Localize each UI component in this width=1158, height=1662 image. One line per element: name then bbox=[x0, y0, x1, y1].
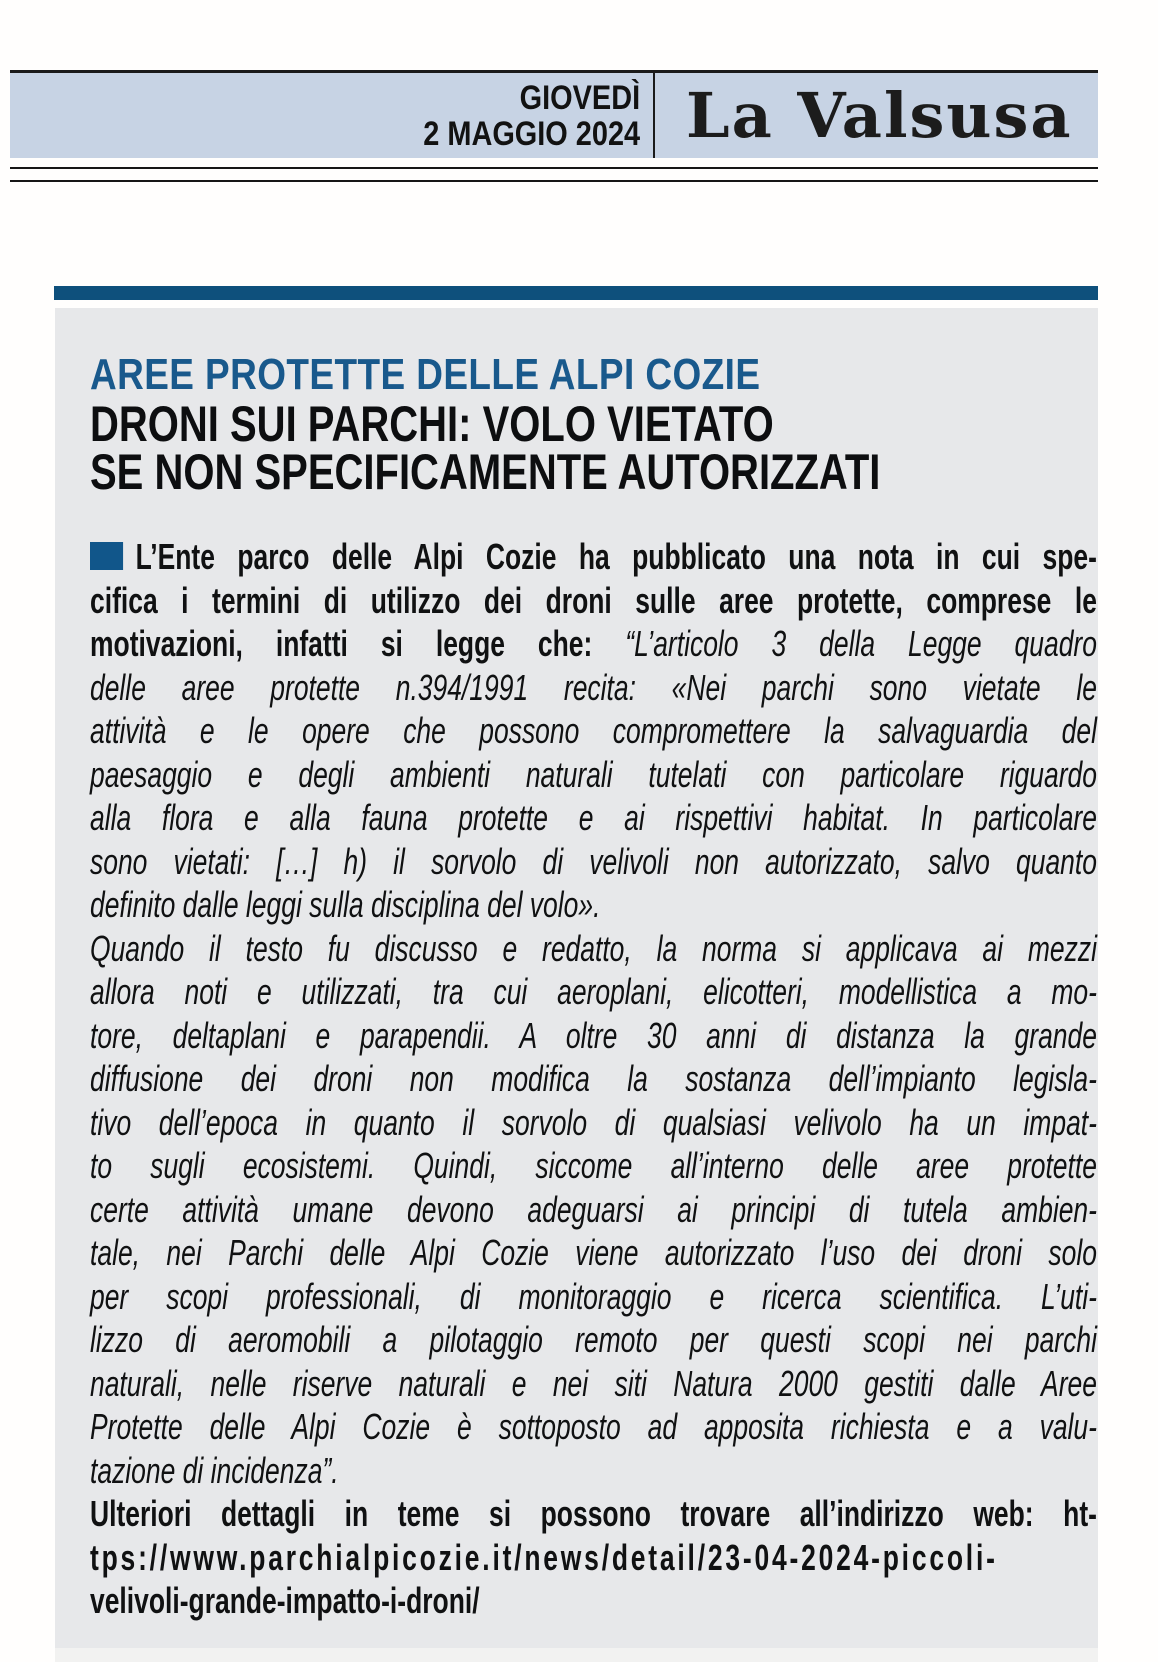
article-kicker: AREE PROTETTE DELLE ALPI COZIE bbox=[90, 350, 761, 399]
article-body bbox=[90, 535, 1097, 1623]
body-text-run: certe attività umane devono adeguarsi ai principi di tutela ambien- bbox=[90, 1188, 1097, 1230]
horizontal-rule-top bbox=[10, 167, 1098, 169]
body-line bbox=[90, 1057, 1097, 1101]
body-line bbox=[90, 1579, 1097, 1623]
body-line bbox=[90, 927, 1097, 971]
newspaper-header bbox=[10, 70, 1098, 158]
article-accent-bar bbox=[54, 286, 1098, 300]
body-line bbox=[90, 622, 1097, 666]
body-text-run: tivo dell’epoca in quanto il sorvolo di qualsiasi velivolo ha un impat- bbox=[90, 1101, 1097, 1143]
body-line bbox=[90, 1492, 1097, 1536]
body-text-run: tps://www.parchialpicozie.it/news/detail/23-04-2024-piccoli- bbox=[90, 1536, 998, 1578]
article-bottom-fade bbox=[55, 1648, 1098, 1662]
body-line bbox=[90, 666, 1097, 710]
body-line bbox=[90, 753, 1097, 797]
body-text-run: lizzo di aeromobili a pilotaggio remoto per questi scopi nei parchi bbox=[90, 1319, 1097, 1360]
body-text-run: tazione di incidenza”. bbox=[90, 1449, 339, 1491]
body-line bbox=[90, 1536, 1097, 1580]
body-text-run: velivoli-grande-impatto-i-droni/ bbox=[90, 1580, 480, 1621]
body-line bbox=[90, 709, 1097, 753]
horizontal-rule-bottom bbox=[10, 180, 1098, 182]
body-text-run: tale, nei Parchi delle Alpi Cozie viene autorizzato l’uso dei droni solo bbox=[90, 1232, 1097, 1273]
body-text-run: Ulteriori dettagli in teme si possono trovare all’indirizzo web: ht- bbox=[90, 1493, 1097, 1534]
headline-line-2: SE NON SPECIFICAMENTE AUTORIZZATI bbox=[90, 444, 881, 500]
newspaper-logo: La Valsusa bbox=[686, 79, 1073, 152]
body-line bbox=[90, 1318, 1097, 1362]
body-text-run: per scopi professionali, di monitoraggio e ricerca scientifica. L’uti- bbox=[90, 1275, 1097, 1317]
body-line bbox=[90, 1405, 1097, 1449]
body-text-run: tore, deltaplani e parapendii. A oltre 30 anni di distanza la grande bbox=[90, 1014, 1097, 1056]
body-line bbox=[90, 970, 1097, 1014]
body-text-run: naturali, nelle riserve naturali e nei siti Natura 2000 gestiti dalle Aree bbox=[90, 1362, 1097, 1404]
body-text-run: delle aree protette n.394/1991 recita: «Nei parchi sono vietate le bbox=[90, 666, 1097, 708]
body-line bbox=[90, 579, 1097, 623]
body-line bbox=[90, 1188, 1097, 1232]
header-divider bbox=[653, 73, 655, 158]
body-text-run: motivazioni, infatti si legge che: bbox=[90, 623, 626, 664]
issue-weekday: GIOVEDÌ bbox=[519, 79, 640, 117]
body-line bbox=[90, 1014, 1097, 1058]
headline-line-1: DRONI SUI PARCHI: VOLO VIETATO bbox=[90, 396, 774, 452]
body-text-run: “L’articolo 3 della Legge quadro bbox=[625, 623, 1097, 664]
body-text-run: cifica i termini di utilizzo dei droni sulle aree protette, comprese le bbox=[90, 579, 1097, 621]
body-line bbox=[90, 535, 1097, 579]
paragraph-bullet-square bbox=[90, 542, 123, 570]
issue-date: 2 MAGGIO 2024 bbox=[423, 115, 640, 153]
body-text-run: Quando il testo fu discusso e redatto, la norma si applicava ai mezzi bbox=[90, 927, 1097, 969]
body-text-run: alla flora e alla fauna protette e ai rispettivi habitat. In particolare bbox=[90, 797, 1097, 838]
body-text-run: Protette delle Alpi Cozie è sottoposto ad apposita richiesta e a valu- bbox=[90, 1406, 1097, 1447]
body-text-run: paesaggio e degli ambienti naturali tutelati con particolare riguardo bbox=[90, 753, 1097, 795]
body-line bbox=[90, 1144, 1097, 1188]
body-text-run: definito dalle leggi sulla disciplina del volo». bbox=[90, 884, 601, 925]
body-line bbox=[90, 1275, 1097, 1319]
body-text-run: diffusione dei droni non modifica la sostanza dell’impianto legisla- bbox=[90, 1058, 1097, 1099]
body-line bbox=[90, 1231, 1097, 1275]
body-text-run: to sugli ecosistemi. Quindi, siccome all’interno delle aree protette bbox=[90, 1145, 1097, 1186]
body-line bbox=[90, 796, 1097, 840]
body-text-run: L’Ente parco delle Alpi Cozie ha pubblicato una nota in cui spe- bbox=[135, 536, 1097, 577]
body-line bbox=[90, 1101, 1097, 1145]
body-line bbox=[90, 883, 1097, 927]
body-line bbox=[90, 1362, 1097, 1406]
body-text-run: allora noti e utilizzati, tra cui aeroplani, elicotteri, modellistica a mo- bbox=[90, 971, 1097, 1012]
article-headline bbox=[90, 396, 896, 500]
body-line bbox=[90, 840, 1097, 884]
issue-date-block bbox=[423, 80, 640, 152]
body-text-run: attività e le opere che possono compromettere la salvaguardia del bbox=[90, 710, 1097, 751]
article-card bbox=[55, 308, 1098, 1648]
body-text-run: sono vietati: […] h) il sorvolo di velivoli non autorizzato, salvo quanto bbox=[90, 840, 1097, 882]
body-line bbox=[90, 1449, 1097, 1493]
